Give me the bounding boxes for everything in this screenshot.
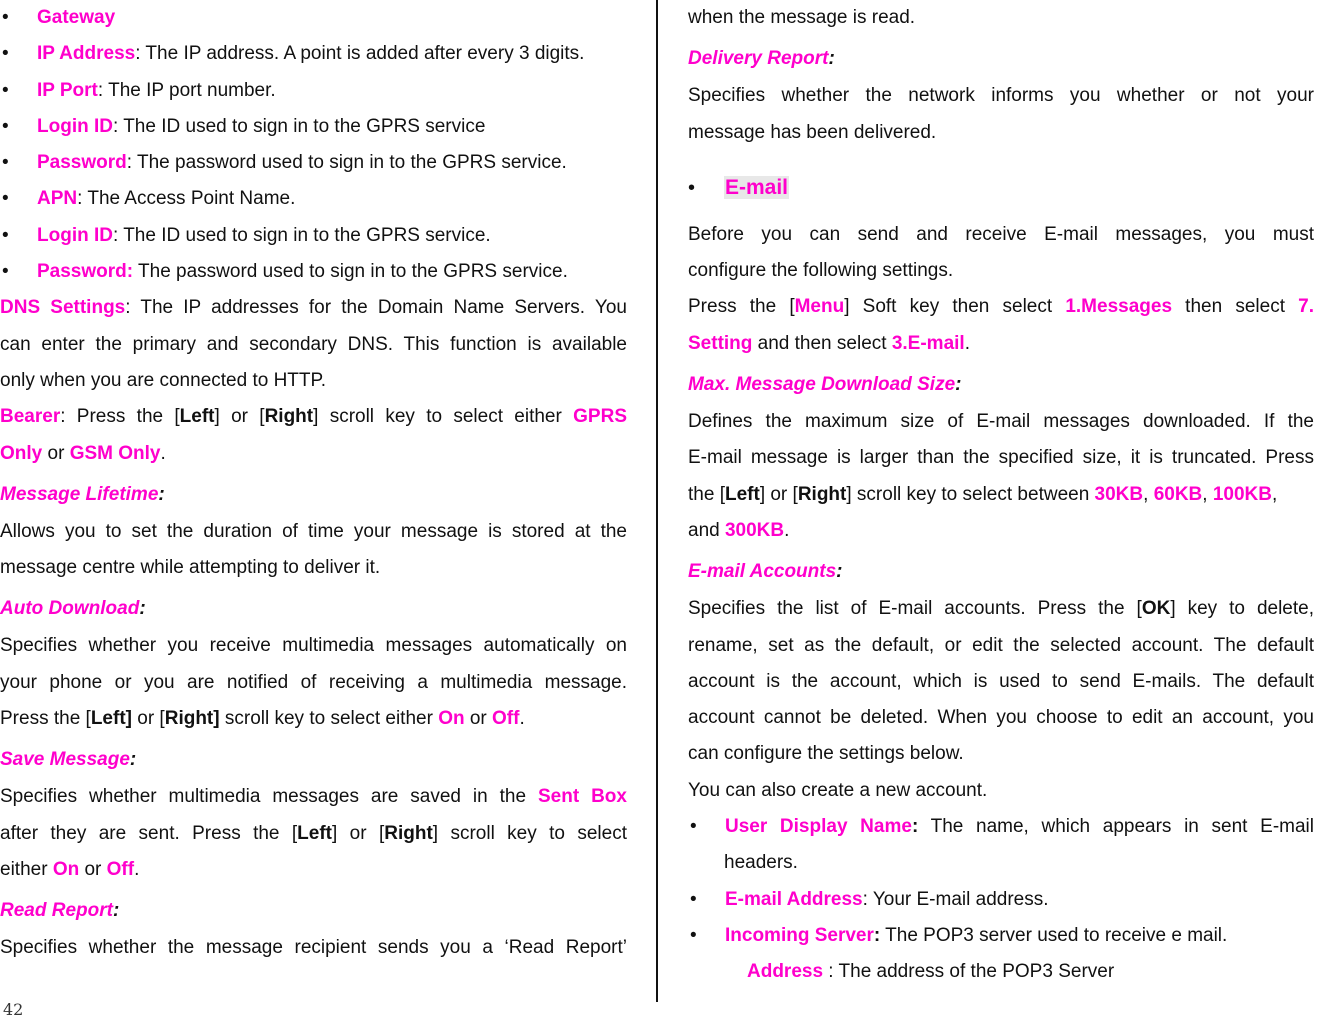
max-download-size-section: Max. Message Download Size: Defines the maximum size of E-mail messages downloaded. If the E-mail message is larger than the specified size, it is truncated. Press the [Left] or [Right] scroll key to select between 30KB, 60KB, 100KB, and 300KB.: [688, 362, 1314, 549]
list-item: • APN: The Access Point Name.: [0, 181, 627, 217]
sub-item: Address : The address of the POP3 Server: [747, 961, 1115, 983]
section-heading: Save Message:: [0, 749, 137, 771]
email-section-heading: • E-mail: [688, 163, 1314, 213]
section-heading: Message Lifetime:: [0, 483, 165, 505]
auto-download-section: Auto Download: Specifies whether you receive multimedia messages automatically on your phone or you are notified of receiving a multimedia message. Press the [Left] or [Right] scroll key to select either On or Off.: [0, 586, 627, 737]
list-item: • Login ID: The ID used to sign in to the GPRS service.: [0, 218, 627, 254]
dns-settings-paragraph: DNS Settings: The IP addresses for the Domain Name Servers. You can enter the primary and secondary DNS. This function is available only when you are connected to HTTP.: [0, 297, 627, 391]
list-item: • Gateway: [0, 0, 627, 36]
message-lifetime-section: Message Lifetime: Allows you to set the duration of time your message is stored at the message centre while attempting to deliver it.: [0, 472, 627, 587]
list-item: • E-mail Address: Your E-mail address.: [688, 882, 1314, 918]
list-item: • Login ID: The ID used to sign in to the GPRS service: [0, 109, 627, 145]
column-divider: [656, 0, 658, 1002]
section-heading: E-mail Accounts:: [688, 561, 843, 583]
bearer-paragraph: Bearer: Press the [Left] or [Right] scroll key to select either GPRS Only or GSM Only.: [0, 406, 627, 464]
right-column: [688, 0, 1314, 991]
section-heading: Delivery Report:: [688, 48, 835, 70]
read-report-section: Read Report: Specifies whether the message recipient sends you a ‘Read Report’: [0, 888, 627, 966]
email-intro-paragraph: Before you can send and receive E-mail messages, you must configure the following settings. Press the [Menu] Soft key then select 1.Messages then select 7. Setting and then select 3.E-mail.: [688, 223, 1314, 354]
list-item: • IP Address: The IP address. A point is added after every 3 digits.: [0, 36, 627, 72]
list-item: • IP Port: The IP port number.: [0, 73, 627, 109]
left-column: [0, 0, 627, 967]
account-settings-list: • User Display Name: The name, which appears in sent E-mail headers. • E-mail Address: Your E-mail address. • Incoming Server: The POP3 server used to receive e mail. Address : The address of the POP3 Server: [688, 809, 1314, 990]
list-item: • User Display Name: The name, which appears in sent E-mail: [688, 809, 1314, 845]
save-message-section: Save Message: Specifies whether multimedia messages are saved in the Sent Box after they are sent. Press the [Left] or [Right] scroll key to select either On or Off.: [0, 737, 627, 888]
email-accounts-section: E-mail Accounts: Specifies the list of E-mail accounts. Press the [OK] key to delete, rename, set as the default, or edit the selected account. The default account is the account, which is used to send E-mails. The default account cannot be deleted. When you choose to edit an account, you can configure the settings below. You can also create a new account.: [688, 549, 1314, 809]
list-item: • Incoming Server: The POP3 server used to receive e mail.: [688, 918, 1314, 954]
page-number: 42: [3, 1000, 24, 1019]
delivery-report-section: Delivery Report: Specifies whether the network informs you whether or not your message has been delivered.: [688, 36, 1314, 151]
section-heading: Auto Download:: [0, 598, 146, 620]
list-item: • Password: The password used to sign in to the GPRS service.: [0, 254, 627, 290]
continued-text: when the message is read.: [688, 7, 916, 28]
section-heading: Read Report:: [0, 900, 120, 922]
list-item: • Password: The password used to sign in to the GPRS service.: [0, 145, 627, 181]
section-heading: Max. Message Download Size:: [688, 374, 962, 396]
